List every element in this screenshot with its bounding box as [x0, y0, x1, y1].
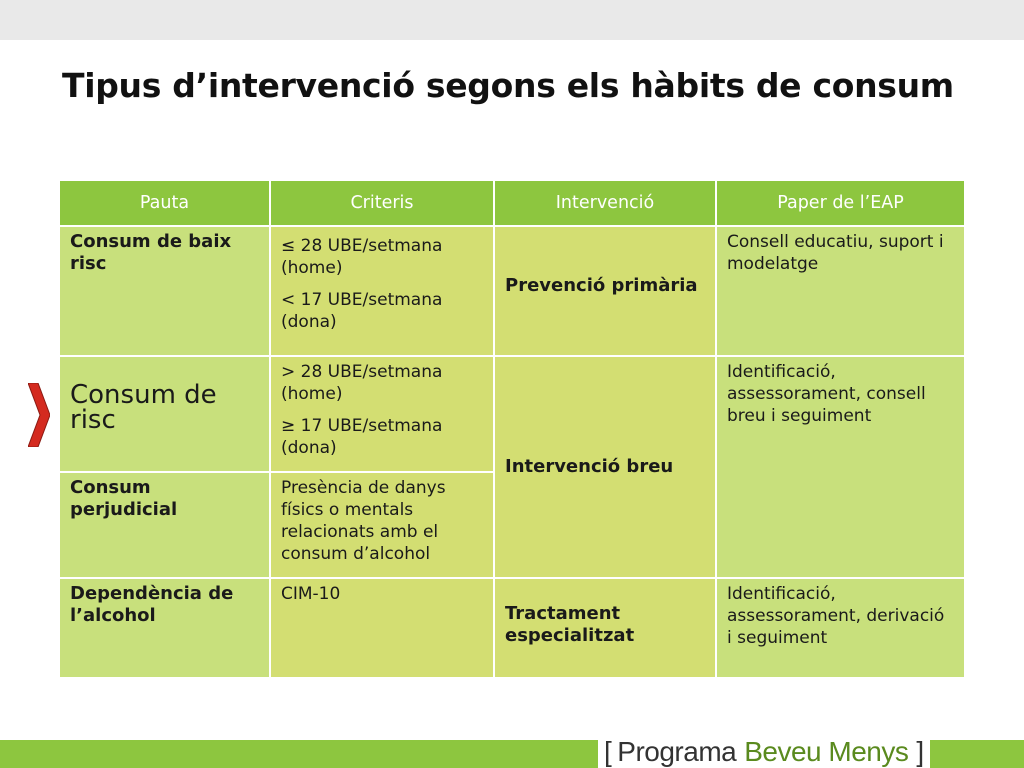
criteris-dependencia: CIM-10 [271, 579, 493, 677]
chevron-right-icon [28, 383, 50, 447]
header-pauta: Pauta [60, 181, 269, 225]
criteri-dona-risc: ≥ 17 UBE/setmana (dona) [281, 416, 443, 458]
criteris-perjudicial: Presència de danys físics o mentals relacionats amb el consum d’alcohol [271, 473, 493, 577]
header-paper-eap: Paper de l’EAP [717, 181, 964, 225]
pauta-risc: Consum de risc [70, 380, 217, 435]
brand-programa: Programa [617, 736, 737, 767]
pauta-perjudicial: Consum perjudicial [60, 473, 269, 577]
criteri-home-baix: ≤ 28 UBE/setmana (home) [281, 236, 443, 278]
brand-beveu-menys: Beveu Menys [744, 736, 909, 767]
paper-dependencia: Identificació, assessorament, derivació i seguiment [717, 579, 964, 677]
paper-risc-perjudicial: Identificació, assessorament, consell breu i seguiment [717, 357, 964, 577]
intervencio-tractament [495, 579, 715, 677]
header-intervencio: Intervenció [495, 181, 715, 225]
program-logo [598, 736, 930, 768]
bracket-open: [ [604, 736, 612, 767]
top-band [0, 0, 1024, 40]
intervention-table [60, 181, 964, 677]
criteris-baix-risc [271, 227, 493, 355]
paper-baix-risc: Consell educatiu, suport i modelatge [717, 227, 964, 355]
header-criteris: Criteris [271, 181, 493, 225]
criteri-home-risc: > 28 UBE/setmana (home) [281, 362, 443, 404]
intervencio-prevencio-label: Prevenció primària [505, 275, 698, 296]
pauta-dependencia: Dependència de l’alcohol [60, 579, 269, 677]
intervencio-breu [495, 357, 715, 577]
bracket-close: ] [916, 736, 924, 767]
pauta-risc-cell [60, 357, 269, 471]
intervencio-tractament-label: Tractament especialitzat [505, 603, 635, 646]
slide-title: Tipus d’intervenció segons els hàbits de consum [62, 66, 954, 105]
criteris-risc [271, 357, 493, 471]
intervencio-prevencio [495, 227, 715, 355]
pauta-baix-risc: Consum de baix risc [60, 227, 269, 355]
criteri-dona-baix: < 17 UBE/setmana (dona) [281, 290, 443, 332]
intervencio-breu-label: Intervenció breu [505, 456, 674, 477]
